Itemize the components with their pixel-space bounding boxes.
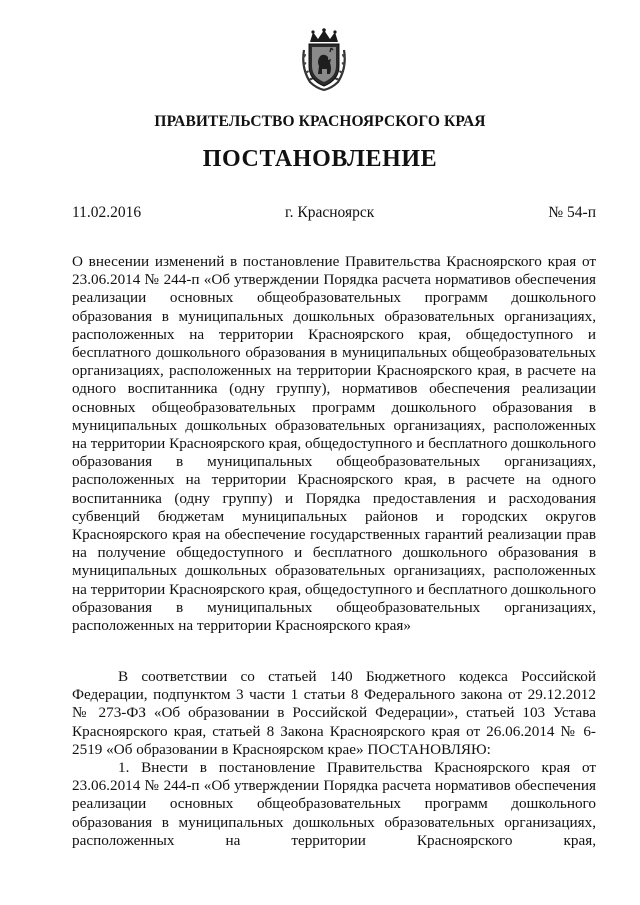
item-1-paragraph: 1. Внести в постановление Правительства Красноярского края от 23.06.2014 № 244-п «Об утверждении Порядка расчета нормативов обеспечения реализации основных общеобразовательных программ дошкольного образования в муниципальных дошкольных образовательных организациях, расположенных на территории Красноярского края, [72,759,596,849]
document-city: г. Красноярск [285,204,375,221]
document-body [72,668,596,850]
organization-name: ПРАВИТЕЛЬСТВО КРАСНОЯРСКОГО КРАЯ [154,113,486,130]
document-type: ПОСТАНОВЛЕНИЕ [202,146,438,172]
document-number: № 54-п [548,204,596,221]
document-title: О внесении изменений в постановление Правительства Красноярского края от 23.06.2014 № 244-п «Об утверждении Порядка расчета нормативов обеспечения реализации основных общеобразовательных программ дошкольного образования в муниципальных дошкольных образовательных организациях, расположенных на территории Красноярского края, общедоступного и бесплатного дошкольного образования в муниципальных общеобразовательных организациях, расположенных на территории Красноярского края, в расчете на одного воспитанника (одну группу), нормативов обеспечения реализации основных общеобразовательных программ дошкольного образования в муниципальных дошкольных образовательных организациях, расположенных на территории Красноярского края, общедоступного и бесплатного дошкольного образования в муниципальных общеобразовательных организациях, расположенных на территории Красноярского края, в расчете на одного воспитанника (одну группу) и Порядка предоставления и расходования субвенций бюджетам муниципальных районов и городских округов Красноярского края на обеспечение государственных гарантий реализации прав на получение общедоступного и бесплатного дошкольного образования в муниципальных дошкольных образовательных организациях, расположенных на территории Красноярского края, общедоступного и бесплатного дошкольного образования в муниципальных общеобразовательных организациях, расположенных на территории Красноярского края» [72,253,596,635]
preamble-paragraph: В соответствии со статьей 140 Бюджетного кодекса Российской Федерации, подпунктом 3 части 1 статьи 8 Федерального закона от 29.12.2012 № 273-ФЗ «Об образовании в Российской Федерации», статьей 103 Устава Красноярского края, статьей 8 Закона Красноярского края от 26.06.2014 № 6-2519 «Об образовании в Красноярском крае» ПОСТАНОВЛЯЮ: [72,668,596,758]
coat-of-arms-icon [300,28,348,94]
document-date: 11.02.2016 [72,204,142,221]
document-meta [72,204,596,224]
